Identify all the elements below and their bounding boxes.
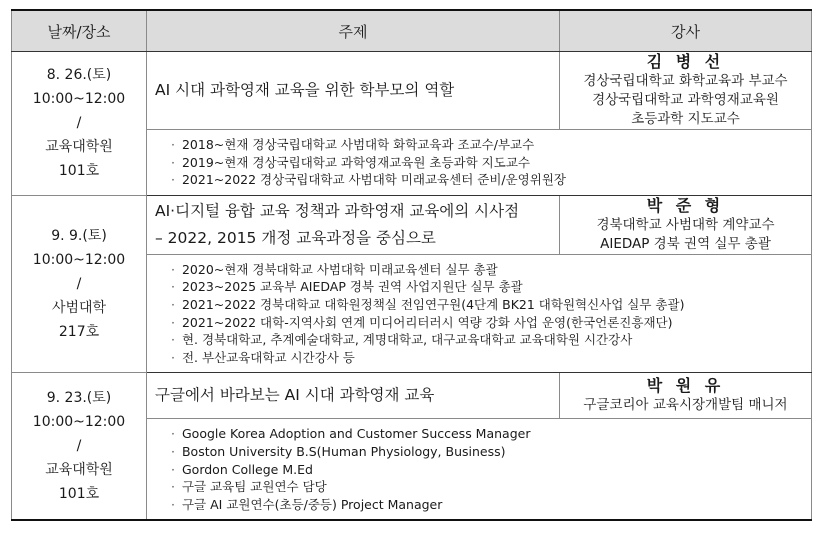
session-1-date-place [12, 52, 147, 196]
session-2-main-row [12, 195, 812, 254]
detail-item: · 구글 교육팀 교원연수 담당 [171, 478, 811, 496]
session-time: 10:00~12:00 [32, 414, 126, 431]
session-1-details [147, 130, 812, 196]
speaker-title: 구글코리아 교육시장개발팀 매니저 [583, 397, 788, 414]
session-1-main-row [12, 52, 812, 130]
header-date-place: 날짜/장소 [12, 10, 147, 52]
session-2-speaker [560, 195, 812, 254]
topic-line: AI 시대 과학영재 교육을 위한 학부모의 역할 [155, 81, 455, 99]
speaker-name: 박 준 형 [646, 195, 725, 215]
session-3-date-place [12, 373, 147, 520]
session-2-topic [147, 195, 560, 254]
topic-line: – 2022, 2015 개정 교육과정을 중심으로 [155, 228, 436, 247]
speaker-title: AIEDAP 경북 권역 실무 총괄 [600, 235, 771, 252]
detail-item: · Gordon College M.Ed [171, 461, 811, 479]
session-3-main-row [12, 373, 812, 419]
session-2-date-place [12, 195, 147, 373]
session-1-topic [147, 52, 560, 130]
session-2-details [147, 254, 812, 373]
session-time: 10:00~12:00 [32, 91, 126, 108]
detail-item: · 2020~현재 경북대학교 사범대학 미래교육센터 실무 총괄 [171, 261, 811, 279]
session-date: 8. 26.(토) [46, 67, 112, 84]
detail-item: · 2021~2022 경북대학교 대학원정책실 전임연구원(4단계 BK21 대학원혁신사업 실무 총괄) [171, 296, 811, 314]
session-3-topic [147, 373, 560, 419]
speaker-title: 경북대학교 사범대학 계약교수 [596, 216, 775, 233]
detail-item: · 2019~현재 경상국립대학교 과학영재교육원 초등과학 지도교수 [171, 154, 811, 172]
header-row [12, 10, 812, 52]
topic-line: 구글에서 바라보는 AI 시대 과학영재 교육 [155, 386, 435, 405]
session-separator: / [76, 438, 82, 455]
detail-item: · Boston University B.S(Human Physiology, Business) [171, 443, 811, 461]
speaker-title: 경상국립대학교 화학교육과 부교수 [583, 73, 788, 89]
lecture-schedule-table [11, 9, 812, 521]
detail-item: · 2018~현재 경상국립대학교 사범대학 화학교육과 조교수/부교수 [171, 136, 811, 154]
detail-item: · 2021~2022 경상국립대학교 사범대학 미래교육센터 준비/운영위원장 [171, 171, 811, 189]
session-room: 217호 [58, 324, 100, 341]
speaker-name: 박 원 유 [646, 376, 725, 396]
header-speaker: 강사 [560, 10, 812, 52]
session-3-speaker [560, 373, 812, 419]
session-place: 교육대학원 [45, 462, 113, 479]
speaker-title: 경상국립대학교 과학영재교육원 [592, 92, 779, 108]
detail-item: · Google Korea Adoption and Customer Success Manager [171, 425, 811, 443]
detail-item: · 전. 부산교육대학교 시간강사 등 [171, 349, 811, 367]
topic-line: AI·디지털 융합 교육 정책과 과학영재 교육에의 시사점 [155, 201, 520, 220]
session-time: 10:00~12:00 [32, 252, 126, 269]
detail-item: · 2021~2022 대학-지역사회 연계 미디어리터러시 역량 강화 사업 운영(한국언론진흥재단) [171, 314, 811, 332]
session-3-details [147, 419, 812, 520]
detail-item: · 현. 경북대학교, 추계예술대학교, 계명대학교, 대구교육대학교 교육대학원 시간강사 [171, 331, 811, 349]
session-place: 교육대학원 [45, 139, 113, 156]
session-separator: / [76, 276, 82, 293]
detail-item: · 2023~2025 교육부 AIEDAP 경북 권역 사업지원단 실무 총괄 [171, 278, 811, 296]
session-separator: / [76, 115, 82, 132]
session-date: 9. 23.(토) [46, 390, 112, 407]
detail-item: · 구글 AI 교원연수(초등/중등) Project Manager [171, 496, 811, 514]
session-room: 101호 [58, 163, 100, 180]
session-1-speaker [560, 52, 812, 130]
session-date: 9. 9.(토) [51, 228, 107, 245]
session-room: 101호 [58, 486, 100, 503]
session-place: 사범대학 [51, 300, 107, 317]
speaker-title: 초등과학 지도교수 [631, 111, 740, 127]
header-topic: 주제 [147, 10, 560, 52]
speaker-name: 김 병 선 [646, 52, 725, 71]
